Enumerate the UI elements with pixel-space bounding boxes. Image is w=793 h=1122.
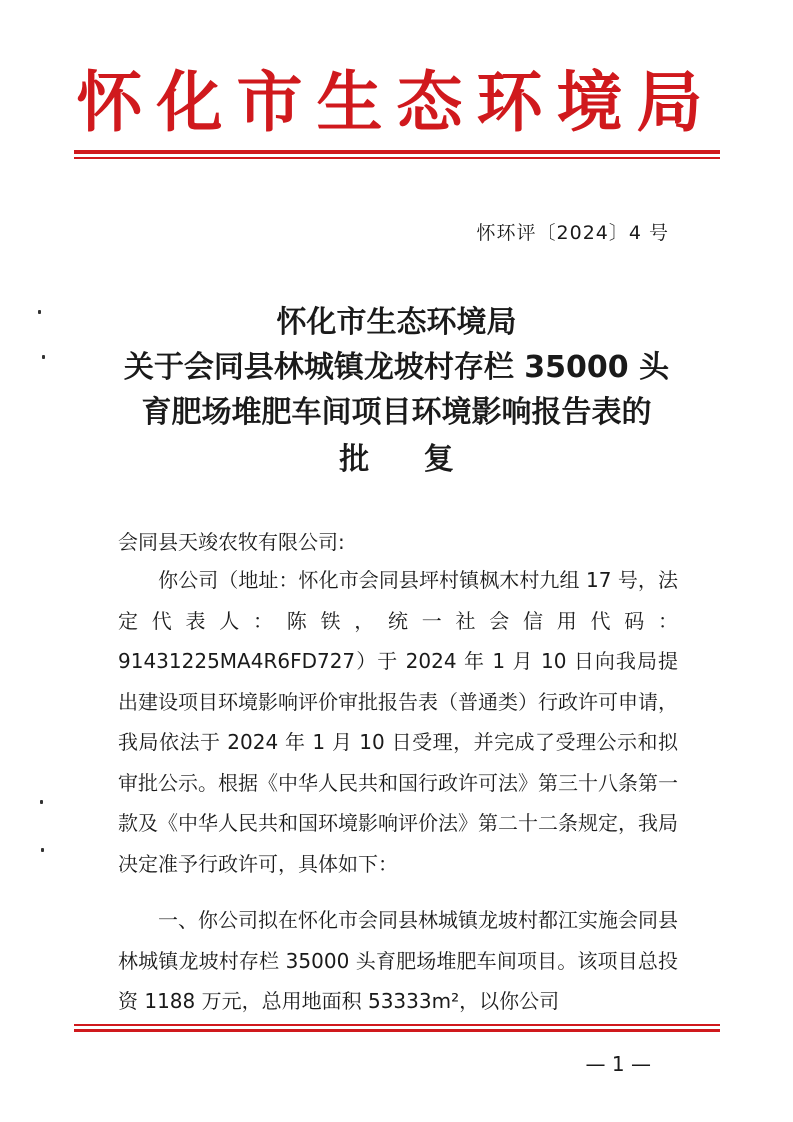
scan-speck [40, 800, 43, 804]
title-line-4: 批 复 [339, 442, 476, 477]
scan-speck [41, 848, 44, 852]
scan-speck [38, 310, 41, 314]
body-paragraph-1-text: 你公司（地址：怀化市会同县坪村镇枫木村九组 17 号，法定代表人：陈铁，统一社会信用代码：91431225MA4R6FD727）于 2024 年 1 月 10 日向我局提出建设项目环境影响评价审批报告表（普通类）行政许可申请，我局依法于 2024 年 1 月 10 日受理，并完成了受理公示和拟审批公示。根据《中华人民共和国行政许可法》第三十八条第一款及《中华人民共和国环境影响评价法》第二十二条规定，我局决定准予行政许可，具体如下： [118, 568, 678, 876]
footer-rule-thick [74, 1029, 720, 1032]
footer-rule-thin [74, 1024, 720, 1026]
agency-masthead: 怀化市生态环境局 [76, 63, 717, 141]
body-paragraph-1 [118, 560, 678, 884]
document-title [0, 300, 793, 482]
title-line-2: 关于会同县林城镇龙坡村存栏 35000 头 [123, 350, 670, 385]
body-paragraph-2-text: 一、你公司拟在怀化市会同县林城镇龙坡村都江实施会同县林城镇龙坡村存栏 35000 头育肥场堆肥车间项目。该项目总投资 1188 万元，总用地面积 53333m²，以你公司 [118, 908, 678, 1013]
title-line-1: 怀化市生态环境局 [276, 305, 517, 340]
masthead-rule-thick [74, 150, 720, 154]
scan-speck [42, 355, 45, 359]
document-number: 怀环评〔2024〕4 号 [476, 222, 669, 244]
masthead-rule-thin [74, 157, 720, 159]
page-number: — 1 — [585, 1052, 651, 1076]
body-paragraph-2 [118, 900, 678, 1022]
title-line-3: 育肥场堆肥车间项目环境影响报告表的 [141, 395, 652, 430]
addressee: 会同县天竣农牧有限公司: [118, 530, 345, 554]
